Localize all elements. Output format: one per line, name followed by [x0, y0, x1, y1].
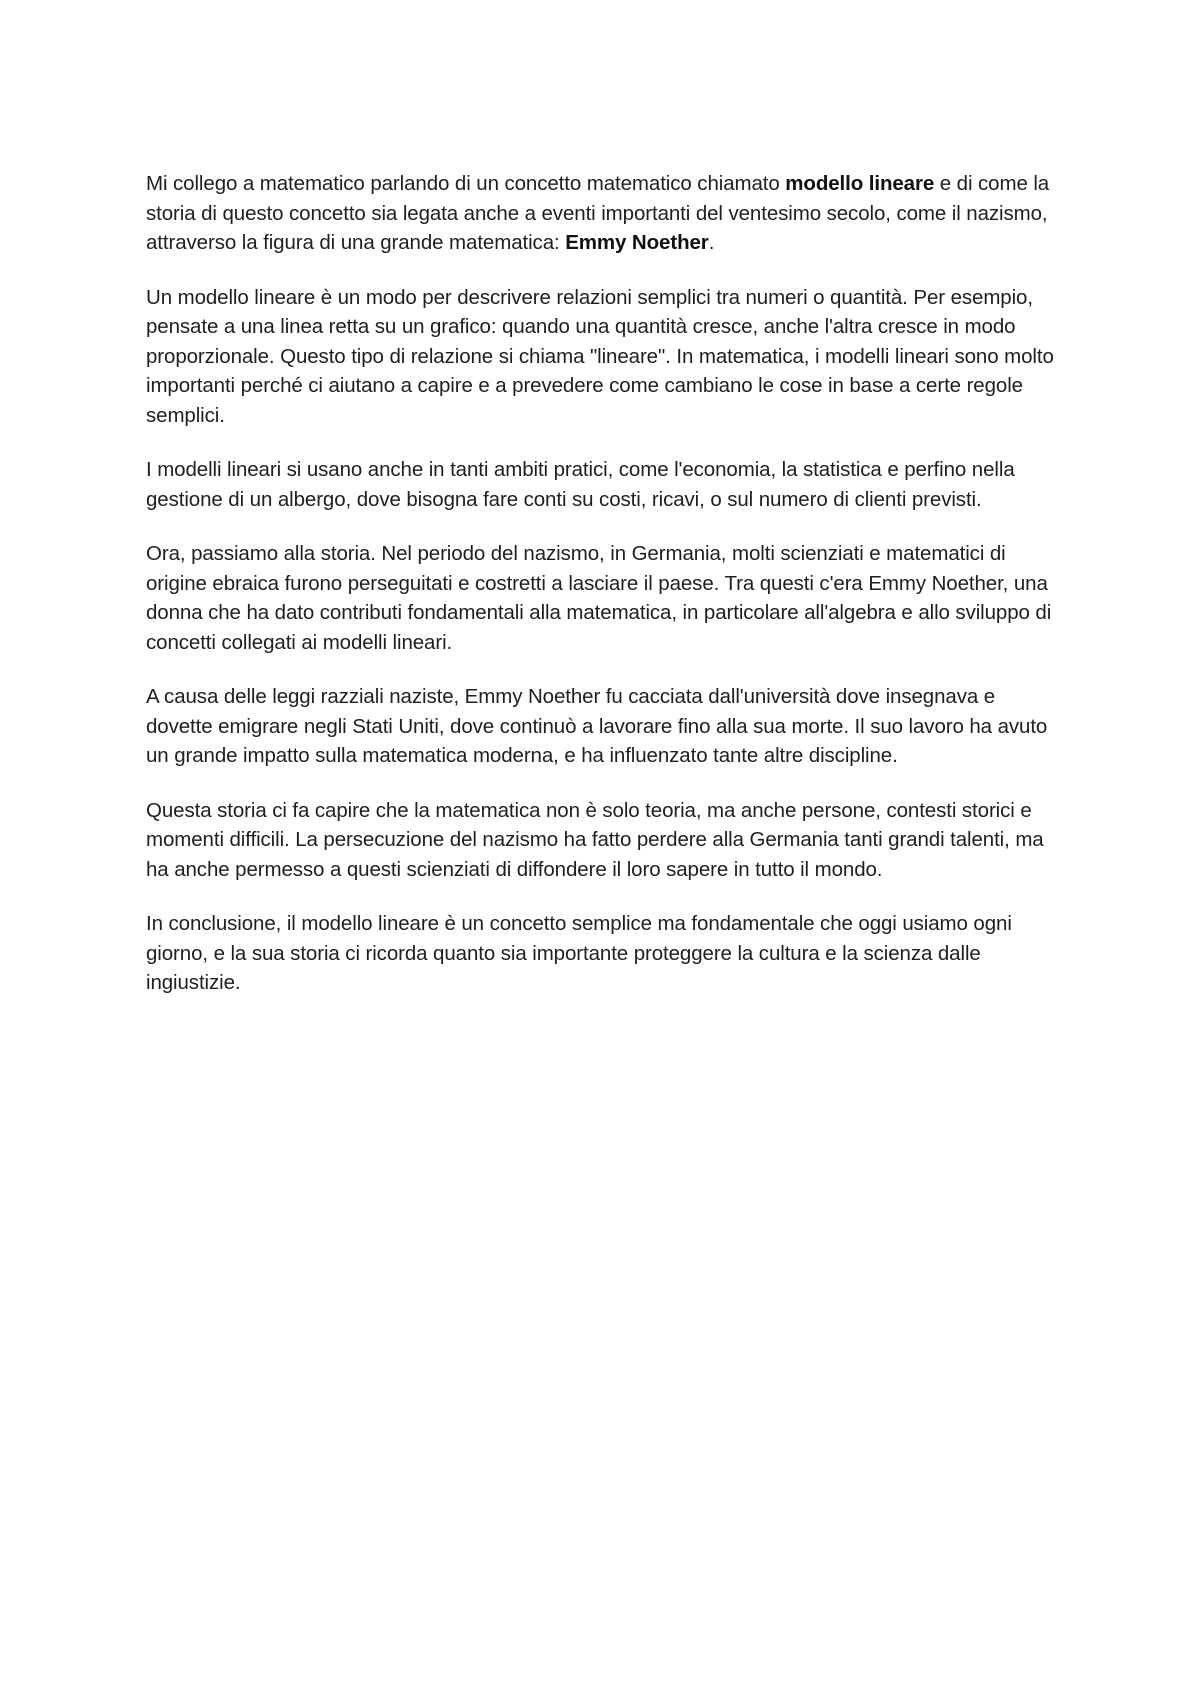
paragraph-history: [146, 539, 1066, 657]
document-body: [146, 169, 1066, 1023]
bold-name-emmy-noether: Emmy Noether: [565, 231, 709, 254]
paragraph-reflection: [146, 796, 1066, 885]
bold-term-modello-lineare: modello lineare: [785, 172, 935, 195]
paragraph-conclusion: [146, 909, 1066, 998]
text-run: Ora, passiamo alla storia. Nel periodo del nazismo, in Germania, molti scienziati e matematici di origine ebraica furono perseguitati e costretti a lasciare il paese. Tra questi c'era Emmy Noether, una donna che ha dato contributi fondamentali alla matematica, in particolare all'algebra e allo sviluppo di concetti collegati ai modelli lineari.: [146, 542, 1052, 654]
text-run: .: [708, 231, 715, 254]
text-run: Mi collego a matematico parlando di un concetto matematico chiamato: [146, 172, 786, 195]
paragraph-intro: [146, 169, 1066, 258]
text-run: Questa storia ci fa capire che la matematica non è solo teoria, ma anche persone, contesti storici e momenti difficili. La persecuzione del nazismo ha fatto perdere alla Germania tanti grandi talenti, ma ha anche permesso a questi scienziati di diffondere il loro sapere in tutto il mondo.: [146, 798, 1044, 881]
paragraph-noether: [146, 682, 1066, 771]
text-run: In conclusione, il modello lineare è un concetto semplice ma fondamentale che oggi usiamo ogni giorno, e la sua storia ci ricorda quanto sia importante proteggere la cultura e la scienza dalle ingiustizie.: [146, 912, 1012, 994]
paragraph-applications: [146, 455, 1066, 514]
paragraph-definition: [146, 283, 1066, 431]
text-run: Un modello lineare è un modo per descrivere relazioni semplici tra numeri o quantità. Per esempio, pensate a una linea retta su un grafico: quando una quantità cresce, anche l'altra cresce in modo proporzionale. Questo tipo di relazione si chiama "lineare". In matematica, i modelli lineari sono molto importanti perché ci aiutano a capire e a prevedere come cambiano le cose in base a certe regole semplici.: [146, 285, 1054, 427]
text-run: e di come la storia di questo concetto sia legata anche a eventi importanti del ventesimo secolo, come il nazismo, attraverso la figura di una grande matematica:: [146, 172, 1050, 254]
text-run: I modelli lineari si usano anche in tanti ambiti pratici, come l'economia, la statistica e perfino nella gestione di un albergo, dove bisogna fare conti su costi, ricavi, o sul numero di clienti previsti.: [146, 458, 1015, 511]
text-run: A causa delle leggi razziali naziste, Emmy Noether fu cacciata dall'università dove insegnava e dovette emigrare negli Stati Uniti, dove continuò a lavorare fino alla sua morte. Il suo lavoro ha avuto un grande impatto sulla matematica moderna, e ha influenzato tante altre discipline.: [146, 685, 1048, 767]
